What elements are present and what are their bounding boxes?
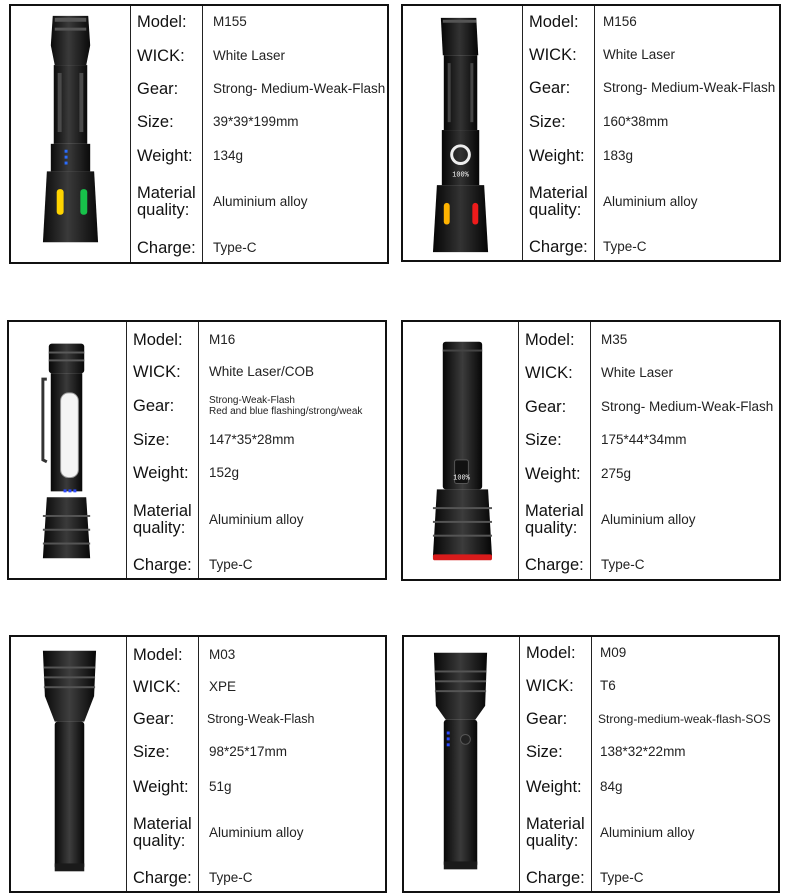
model-value: M156: [603, 14, 637, 29]
wick-value: White Laser/COB: [209, 364, 315, 379]
wick-value: White Laser: [603, 47, 676, 62]
model-value: M35: [601, 332, 628, 347]
material-value: Aluminium alloy: [601, 512, 696, 527]
product-card-m155: [9, 4, 389, 264]
gear-value: Strong- Medium-Weak-Flash: [601, 399, 774, 414]
wick-value: T6: [600, 678, 616, 693]
model-value: M16: [209, 332, 236, 347]
model-value: M03: [209, 647, 236, 662]
size-label: Size:: [133, 742, 170, 761]
model-label: Model:: [526, 643, 576, 662]
model-label: Model:: [525, 330, 575, 349]
charge-label: Charge:: [525, 555, 584, 574]
size-value: 175*44*34mm: [601, 432, 687, 447]
weight-value: 275g: [601, 466, 632, 481]
weight-value: 152g: [209, 465, 240, 480]
weight-value: 51g: [209, 779, 232, 794]
weight-value: 84g: [600, 779, 623, 794]
material-value: Aluminium alloy: [600, 825, 695, 840]
charge-label: Charge:: [529, 237, 588, 256]
size-label: Size:: [137, 112, 174, 131]
material-value: Aluminium alloy: [603, 194, 698, 209]
model-label: Model:: [133, 330, 183, 349]
gear-label: Gear:: [526, 709, 568, 728]
charge-value: Type-C: [603, 239, 647, 254]
weight-value: 183g: [603, 148, 634, 163]
material-label: Material quality:: [529, 184, 588, 219]
model-value: M09: [600, 645, 627, 660]
size-value: 98*25*17mm: [209, 744, 288, 759]
model-value: M155: [213, 14, 247, 29]
wick-label: WICK:: [133, 677, 181, 696]
gear-value: Strong-Weak-Flash: [207, 712, 315, 726]
material-value: Aluminium alloy: [209, 512, 304, 527]
wick-label: WICK:: [529, 45, 577, 64]
battery-display-text: 100%: [453, 474, 470, 483]
wick-value: XPE: [209, 679, 237, 694]
product-card-m35: [401, 320, 781, 581]
battery-display-text: 100%: [452, 171, 469, 180]
product-card-m03: [9, 635, 387, 893]
material-value: Aluminium alloy: [209, 825, 304, 840]
charge-value: Type-C: [209, 557, 253, 572]
size-label: Size:: [133, 430, 170, 449]
wick-value: White Laser: [601, 365, 674, 380]
charge-label: Charge:: [137, 238, 196, 257]
size-value: 147*35*28mm: [209, 432, 295, 447]
size-value: 39*39*199mm: [213, 114, 299, 129]
model-label: Model:: [137, 12, 187, 31]
model-label: Model:: [529, 12, 579, 31]
gear-label: Gear:: [525, 397, 567, 416]
gear-label: Gear:: [133, 709, 175, 728]
size-label: Size:: [529, 112, 566, 131]
model-label: Model:: [133, 645, 183, 664]
gear-value: Strong- Medium-Weak-Flash: [603, 80, 776, 95]
weight-label: Weight:: [529, 146, 585, 165]
wick-label: WICK:: [137, 46, 185, 65]
product-card-m09: [402, 635, 780, 893]
size-label: Size:: [525, 430, 562, 449]
material-label: Material quality:: [137, 184, 196, 219]
product-card-m16: [7, 320, 387, 580]
gear-value: Strong- Medium-Weak-Flash: [213, 81, 386, 96]
material-label: Material quality:: [133, 815, 192, 850]
gear-label: Gear:: [137, 79, 179, 98]
gear-label: Gear:: [529, 78, 571, 97]
product-card-m156: [401, 4, 781, 262]
weight-label: Weight:: [525, 464, 581, 483]
material-value: Aluminium alloy: [213, 194, 308, 209]
material-label: Material quality:: [525, 502, 584, 537]
wick-value: White Laser: [213, 48, 286, 63]
material-label: Material quality:: [133, 502, 192, 537]
charge-value: Type-C: [600, 870, 644, 885]
charge-value: Type-C: [601, 557, 645, 572]
gear-value: Strong-medium-weak-flash-SOS: [598, 712, 771, 726]
charge-value: Type-C: [209, 870, 253, 885]
size-value: 138*32*22mm: [600, 744, 686, 759]
weight-label: Weight:: [137, 146, 193, 165]
wick-label: WICK:: [526, 676, 574, 695]
wick-label: WICK:: [525, 363, 573, 382]
material-label: Material quality:: [526, 815, 585, 850]
weight-label: Weight:: [133, 463, 189, 482]
charge-label: Charge:: [133, 868, 192, 887]
gear-label: Gear:: [133, 396, 175, 415]
weight-label: Weight:: [526, 777, 582, 796]
weight-label: Weight:: [133, 777, 189, 796]
charge-value: Type-C: [213, 240, 257, 255]
weight-value: 134g: [213, 148, 244, 163]
wick-label: WICK:: [133, 362, 181, 381]
size-label: Size:: [526, 742, 563, 761]
gear-value: Strong-Weak-Flash Red and blue flashing/strong/weak: [209, 395, 363, 417]
charge-label: Charge:: [133, 555, 192, 574]
size-value: 160*38mm: [603, 114, 669, 129]
charge-label: Charge:: [526, 868, 585, 887]
